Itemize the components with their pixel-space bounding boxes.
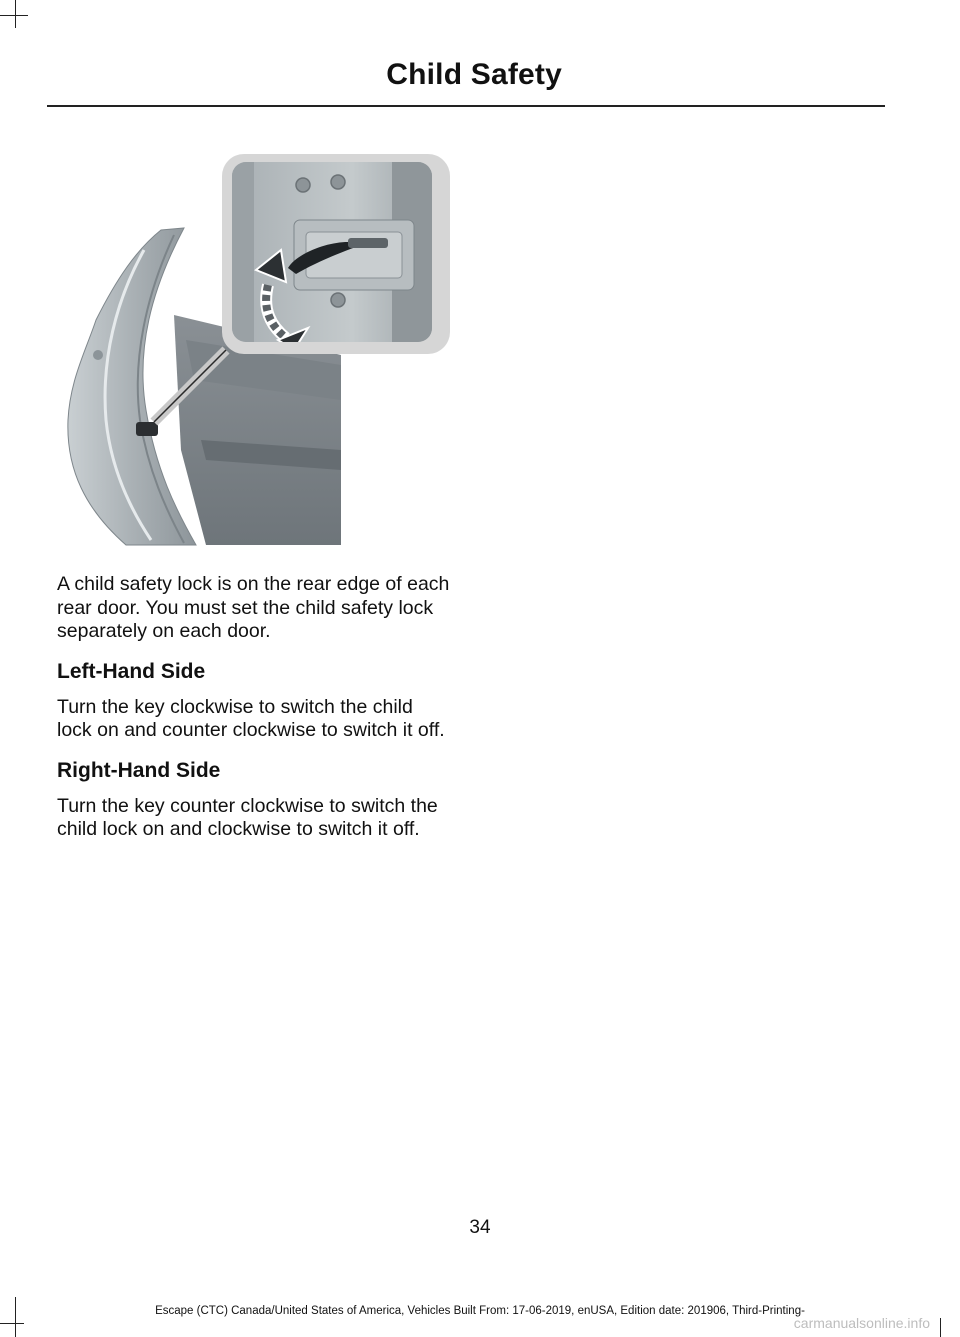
inset-screw-1 (296, 178, 310, 192)
page-number: 34 (469, 1217, 491, 1238)
crop-mark-bottom-right-vertical (940, 1318, 941, 1337)
header-divider (47, 105, 885, 107)
lock-location-marker (136, 422, 158, 436)
crop-mark-top-left-vertical (15, 0, 16, 28)
child-lock-figure (56, 150, 456, 550)
crop-mark-bottom-left-horizontal (0, 1323, 24, 1324)
page-title: Child Safety (386, 58, 562, 91)
watermark: carmanualsonline.info (793, 1315, 930, 1331)
section-heading-left: Left-Hand Side (57, 659, 206, 683)
inset-door-edge (232, 162, 254, 342)
crop-mark-top-left-horizontal (0, 15, 28, 16)
inset-screw-3 (331, 293, 345, 307)
door-bolt (93, 350, 103, 360)
section-text-left: Turn the key clockwise to switch the child lock on and counter clockwise to switch it off. (57, 695, 445, 741)
crop-mark-bottom-left-vertical (15, 1297, 16, 1337)
key-blade (348, 238, 388, 248)
section-text-right: Turn the key counter clockwise to switch the child lock on and clockwise to switch it off. (57, 794, 438, 840)
body-text (57, 573, 452, 858)
child-lock-diagram-icon (56, 150, 456, 550)
inset-screw-2 (331, 175, 345, 189)
edition-footer: Escape (CTC) Canada/United States of America, Vehicles Built From: 17-06-2019, enUSA, Edition date: 201906, Third-Printing- (155, 1305, 805, 1317)
intro-paragraph: A child safety lock is on the rear edge of each rear door. You must set the child safety lock separately on each door. (57, 573, 450, 642)
section-heading-right: Right-Hand Side (57, 758, 221, 782)
